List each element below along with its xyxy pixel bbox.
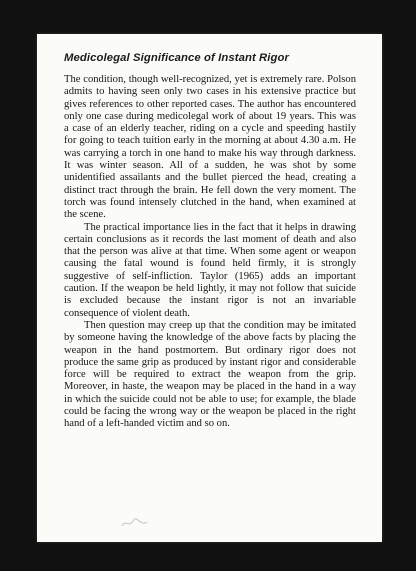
faint-handwritten-mark xyxy=(120,517,150,532)
document-page xyxy=(37,34,382,542)
paragraph-2: The practical importance lies in the fact that it helps in drawing certain conclusions as it records the last moment of death and also that the person was alive at that time. When some agent or weapon causing the fatal wound is found held firmly, it is strongly suggestive of self-infliction. Taylor (1965) adds an important caution. If the weapon be held lightly, it may not follow that suicide is excluded because the instant rigor is not an invariable consequence of violent death. xyxy=(64,221,356,319)
body-text xyxy=(64,74,356,431)
section-heading: Medicolegal Significance of Instant Rigor xyxy=(64,52,290,64)
paragraph-3: Then question may creep up that the condition may be imitated by someone having the knowledge of the above facts by placing the weapon in the hand postmortem. But ordinary rigor does not produce the same grip as produced by instant rigor and considerable force will be required to extract the weapon from the grip. Moreover, in haste, the weapon may be placed in the hand in a way in which the suicide could not be able to use; for example, the blade could be facing the wrong way or the weapon be placed in the right hand of a left-handed victim and so on. xyxy=(64,319,356,430)
paragraph-1: The condition, though well-recognized, yet is extremely rare. Polson admits to having seen only two cases in his extensive practice but gives references to other reported cases. The author has encountered only one case during medicolegal work of about 19 years. This was a case of an elderly teacher, riding on a cycle and speeding hastily for going to teach tuition early in the morning at about 4.30 a.m. He was carrying a torch in one hand to make his way through darkness. It was winter season. All of a sudden, he was shot by some unidentified assailants and the bullet pierced the head, creating a distinct tract through the brain. He fell down the very moment. The torch was found intensely clutched in the hand, when examined at the scene. xyxy=(64,74,356,221)
